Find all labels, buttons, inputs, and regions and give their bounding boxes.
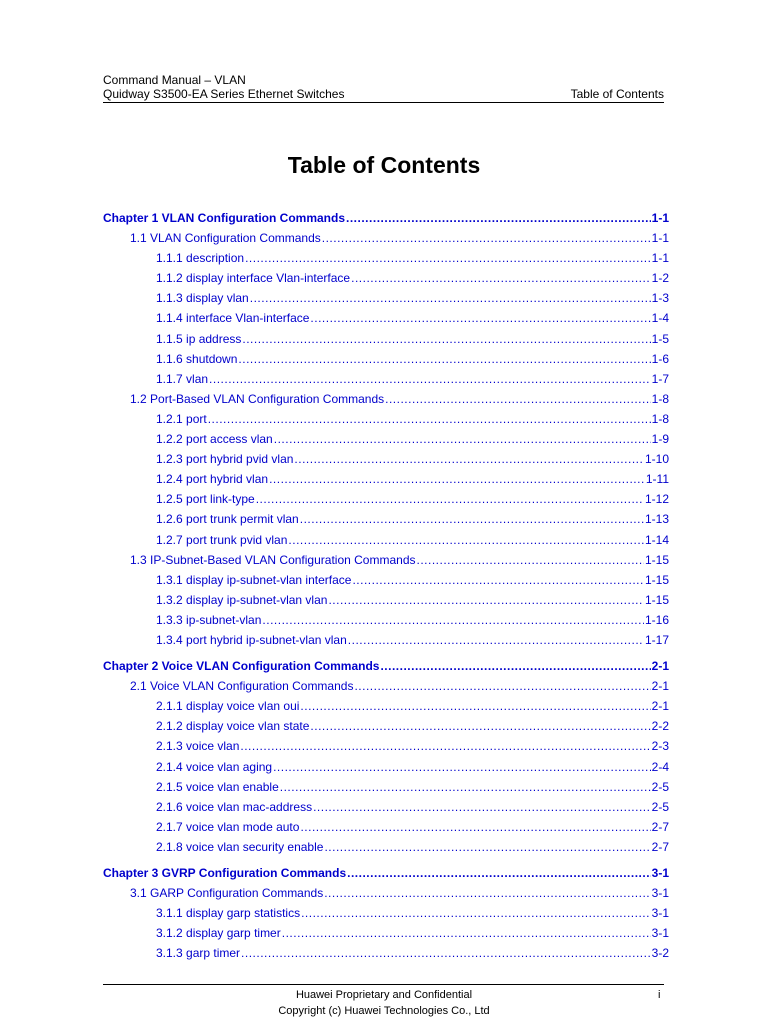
toc-leader-dots xyxy=(346,208,651,228)
toc-leader-dots xyxy=(328,590,644,610)
toc-entry-label: 1.2.4 port hybrid vlan xyxy=(156,472,269,487)
toc-leader-dots xyxy=(256,489,644,509)
toc-leader-dots xyxy=(240,736,650,756)
toc-subsection-link[interactable] xyxy=(103,489,669,509)
toc-leader-dots xyxy=(313,797,651,817)
toc-leader-dots xyxy=(238,349,650,369)
table-of-contents xyxy=(103,208,669,963)
footer-divider xyxy=(103,984,664,985)
toc-entry-page: 1-1 xyxy=(651,211,669,225)
toc-entry-label: 2.1.5 voice vlan enable xyxy=(156,779,279,794)
toc-subsection-link[interactable] xyxy=(103,509,669,529)
toc-entry-page: 2-1 xyxy=(651,679,669,694)
toc-subsection-link[interactable] xyxy=(103,469,669,489)
toc-subsection-link[interactable] xyxy=(103,329,669,349)
toc-leader-dots xyxy=(288,530,644,550)
toc-entry-page: 1-10 xyxy=(644,452,669,467)
page-title: Table of Contents xyxy=(287,152,481,178)
toc-entry-label: 1.2 Port-Based VLAN Configuration Commands xyxy=(130,391,385,406)
toc-entry-label: 1.3 IP-Subnet-Based VLAN Configuration Commands xyxy=(130,552,416,567)
toc-entry-label: 2.1.2 display voice vlan state xyxy=(156,719,310,734)
toc-leader-dots xyxy=(351,268,651,288)
toc-leader-dots xyxy=(348,630,644,650)
footer-page-number: i xyxy=(658,989,661,1001)
toc-entry-label: 2.1.8 voice vlan security enable xyxy=(156,839,324,854)
toc-leader-dots xyxy=(241,943,651,963)
toc-entry-label: 2.1.4 voice vlan aging xyxy=(156,759,273,774)
toc-entry-label: 3.1.2 display garp timer xyxy=(156,926,281,941)
toc-leader-dots xyxy=(347,863,651,883)
toc-entry-label: 1.2.3 port hybrid pvid vlan xyxy=(156,452,294,467)
toc-leader-dots xyxy=(282,923,651,943)
toc-section-link[interactable] xyxy=(103,228,669,248)
toc-subsection-link[interactable] xyxy=(103,903,669,923)
toc-subsection-link[interactable] xyxy=(103,610,669,630)
toc-entry-label: 1.1.1 description xyxy=(156,251,245,266)
toc-leader-dots xyxy=(274,429,651,449)
toc-entry-label: Chapter 1 VLAN Configuration Commands xyxy=(103,211,346,225)
toc-leader-dots xyxy=(322,228,651,248)
toc-entry-page: 1-6 xyxy=(651,351,669,366)
toc-leader-dots xyxy=(385,389,651,409)
toc-subsection-link[interactable] xyxy=(103,570,669,590)
toc-subsection-link[interactable] xyxy=(103,757,669,777)
toc-entry-label: 1.1.2 display interface Vlan-interface xyxy=(156,271,351,286)
toc-entry-label: 1.3.3 ip-subnet-vlan xyxy=(156,612,262,627)
toc-subsection-link[interactable] xyxy=(103,530,669,550)
toc-leader-dots xyxy=(380,656,650,676)
toc-entry-label: 1.1.4 interface Vlan-interface xyxy=(156,311,310,326)
toc-subsection-link[interactable] xyxy=(103,777,669,797)
toc-entry-page: 1-5 xyxy=(651,331,669,346)
toc-entry-page: 3-1 xyxy=(651,926,669,941)
toc-section-link[interactable] xyxy=(103,389,669,409)
toc-entry-page: 3-1 xyxy=(651,886,669,901)
toc-entry-page: 1-9 xyxy=(651,432,669,447)
toc-leader-dots xyxy=(352,570,644,590)
toc-leader-dots xyxy=(300,509,644,529)
toc-entry-page: 1-15 xyxy=(644,592,669,607)
toc-entry-label: 1.2.1 port xyxy=(156,411,207,426)
toc-entry-page: 1-1 xyxy=(651,231,669,246)
toc-entry-page: 1-8 xyxy=(651,391,669,406)
header-manual-title: Command Manual – VLAN xyxy=(103,73,246,87)
toc-entry-page: 1-8 xyxy=(651,411,669,426)
toc-entry-page: 1-7 xyxy=(651,371,669,386)
toc-entry-page: 2-7 xyxy=(651,839,669,854)
toc-entry-label: 1.2.7 port trunk pvid vlan xyxy=(156,532,288,547)
toc-entry-page: 2-1 xyxy=(651,659,669,674)
toc-section-link[interactable] xyxy=(103,550,669,570)
header-divider xyxy=(103,102,664,103)
toc-subsection-link[interactable] xyxy=(103,409,669,429)
toc-chapter-link[interactable] xyxy=(103,863,669,883)
toc-entry-label: 2.1.1 display voice vlan oui xyxy=(156,699,300,714)
toc-subsection-link[interactable] xyxy=(103,716,669,736)
toc-entry-label: 2.1.3 voice vlan xyxy=(156,739,240,754)
toc-leader-dots xyxy=(417,550,644,570)
toc-leader-dots xyxy=(209,369,651,389)
toc-entry-page: 1-11 xyxy=(645,472,669,487)
toc-subsection-link[interactable] xyxy=(103,590,669,610)
toc-subsection-link[interactable] xyxy=(103,248,669,268)
toc-entry-label: 2.1.7 voice vlan mode auto xyxy=(156,819,300,834)
toc-entry-page: 3-1 xyxy=(651,906,669,921)
toc-entry-page: 1-4 xyxy=(651,311,669,326)
toc-leader-dots xyxy=(242,329,650,349)
toc-entry-label: 3.1.1 display garp statistics xyxy=(156,906,301,921)
toc-leader-dots xyxy=(354,676,650,696)
toc-entry-label: 1.1.5 ip address xyxy=(156,331,242,346)
toc-entry-page: 2-4 xyxy=(651,759,669,774)
toc-leader-dots xyxy=(310,308,650,328)
toc-leader-dots xyxy=(280,777,651,797)
toc-subsection-link[interactable] xyxy=(103,308,669,328)
toc-leader-dots xyxy=(245,248,651,268)
toc-entry-page: 1-16 xyxy=(644,612,669,627)
toc-leader-dots xyxy=(262,610,644,630)
toc-subsection-link[interactable] xyxy=(103,837,669,857)
toc-subsection-link[interactable] xyxy=(103,696,669,716)
toc-entry-page: 1-13 xyxy=(644,512,669,527)
toc-entry-label: 1.2.5 port link-type xyxy=(156,492,255,507)
toc-subsection-link[interactable] xyxy=(103,268,669,288)
toc-leader-dots xyxy=(324,837,650,857)
toc-leader-dots xyxy=(301,903,651,923)
toc-subsection-link[interactable] xyxy=(103,797,669,817)
toc-entry-page: 2-5 xyxy=(651,779,669,794)
toc-leader-dots xyxy=(294,449,644,469)
toc-entry-label: 1.2.6 port trunk permit vlan xyxy=(156,512,299,527)
toc-subsection-link[interactable] xyxy=(103,923,669,943)
toc-entry-label: 3.1.3 garp timer xyxy=(156,946,241,961)
toc-entry-label: 1.1.7 vlan xyxy=(156,371,209,386)
toc-entry-page: 1-3 xyxy=(651,291,669,306)
toc-leader-dots xyxy=(300,817,650,837)
toc-leader-dots xyxy=(250,288,651,308)
toc-entry-label: 3.1 GARP Configuration Commands xyxy=(130,886,324,901)
toc-subsection-link[interactable] xyxy=(103,449,669,469)
toc-entry-page: 1-14 xyxy=(644,532,669,547)
toc-entry-page: 2-5 xyxy=(651,799,669,814)
toc-leader-dots xyxy=(269,469,645,489)
toc-entry-page: 1-17 xyxy=(644,632,669,647)
header-section-name: Table of Contents xyxy=(570,87,664,101)
header-product-name: Quidway S3500-EA Series Ethernet Switches xyxy=(103,87,345,101)
toc-entry-page: 1-15 xyxy=(644,572,669,587)
toc-subsection-link[interactable] xyxy=(103,288,669,308)
toc-entry-page: 3-1 xyxy=(651,866,669,880)
toc-entry-page: 2-3 xyxy=(651,739,669,754)
toc-entry-label: 2.1.6 voice vlan mac-address xyxy=(156,799,313,814)
toc-leader-dots xyxy=(208,409,651,429)
toc-leader-dots xyxy=(273,757,651,777)
toc-entry-page: 3-2 xyxy=(651,946,669,961)
toc-subsection-link[interactable] xyxy=(103,736,669,756)
footer-copyright: Copyright (c) Huawei Technologies Co., Ltd xyxy=(278,1005,490,1017)
toc-section-link[interactable] xyxy=(103,676,669,696)
toc-entry-page: 1-15 xyxy=(644,552,669,567)
toc-subsection-link[interactable] xyxy=(103,349,669,369)
toc-entry-page: 1-1 xyxy=(651,251,669,266)
toc-entry-label: 1.1.6 shutdown xyxy=(156,351,238,366)
toc-leader-dots xyxy=(310,716,650,736)
toc-entry-label: Chapter 2 Voice VLAN Configuration Commands xyxy=(103,659,380,674)
toc-section-link[interactable] xyxy=(103,883,669,903)
toc-leader-dots xyxy=(300,696,650,716)
toc-entry-page: 2-7 xyxy=(651,819,669,834)
toc-entry-label: Chapter 3 GVRP Configuration Commands xyxy=(103,866,347,880)
toc-subsection-link[interactable] xyxy=(103,630,669,650)
toc-entry-label: 1.1 VLAN Configuration Commands xyxy=(130,231,321,246)
toc-entry-label: 1.3.1 display ip-subnet-vlan interface xyxy=(156,572,352,587)
toc-subsection-link[interactable] xyxy=(103,429,669,449)
toc-chapter-link[interactable] xyxy=(103,656,669,676)
toc-entry-label: 1.3.2 display ip-subnet-vlan vlan xyxy=(156,592,328,607)
toc-leader-dots xyxy=(324,883,650,903)
toc-subsection-link[interactable] xyxy=(103,817,669,837)
toc-entry-page: 1-2 xyxy=(651,271,669,286)
toc-entry-label: 2.1 Voice VLAN Configuration Commands xyxy=(130,679,354,694)
toc-entry-page: 2-1 xyxy=(651,699,669,714)
footer-confidential: Huawei Proprietary and Confidential xyxy=(295,989,473,1001)
toc-subsection-link[interactable] xyxy=(103,943,669,963)
toc-entry-label: 1.3.4 port hybrid ip-subnet-vlan vlan xyxy=(156,632,347,647)
toc-entry-page: 2-2 xyxy=(651,719,669,734)
toc-entry-label: 1.1.3 display vlan xyxy=(156,291,249,306)
toc-subsection-link[interactable] xyxy=(103,369,669,389)
toc-chapter-link[interactable] xyxy=(103,208,669,228)
toc-entry-label: 1.2.2 port access vlan xyxy=(156,432,273,447)
toc-entry-page: 1-12 xyxy=(644,492,669,507)
